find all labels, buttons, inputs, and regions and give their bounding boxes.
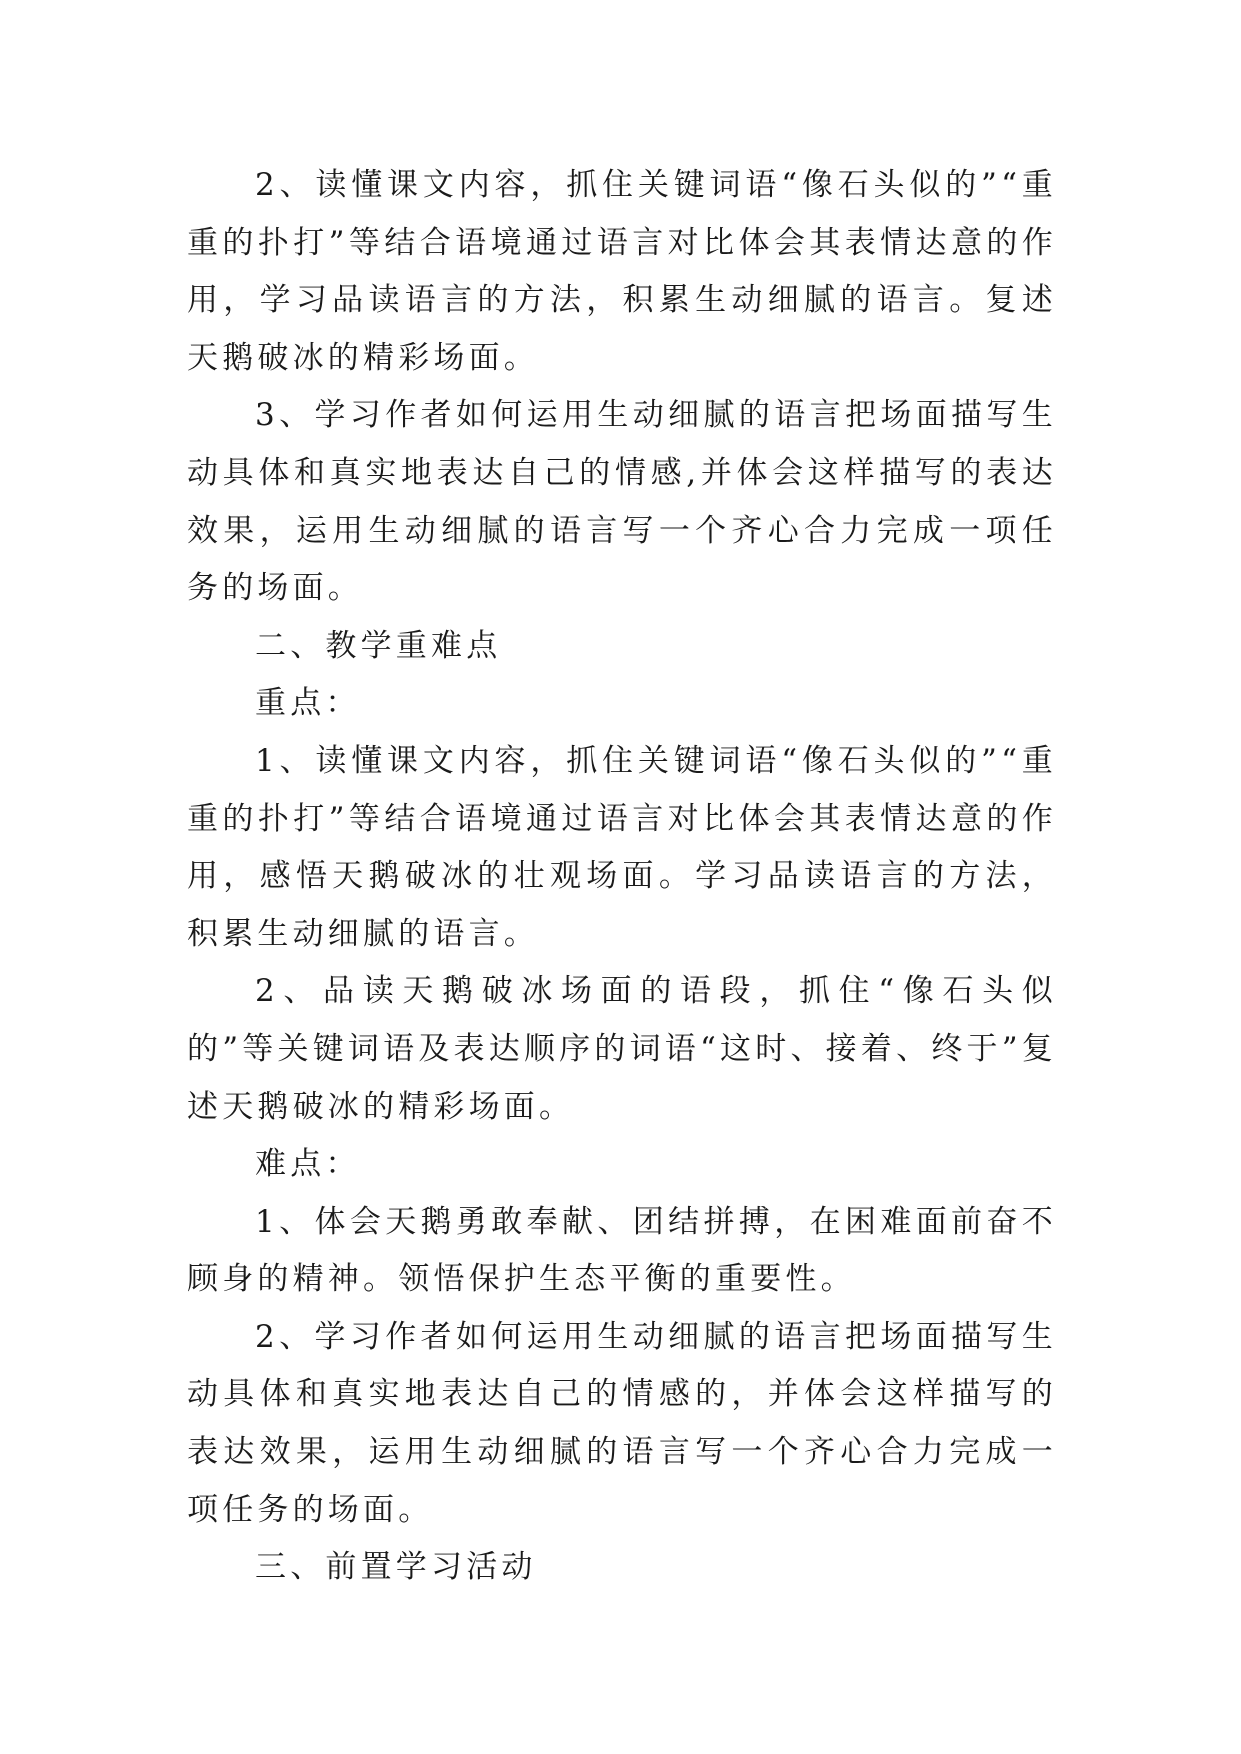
- section-heading-key-difficult-points: 二、教学重难点: [255, 627, 502, 664]
- paragraph-key-point-2: 2、品读天鹅破冰场面的语段，抓住“像石头似的”等关键词语及表达顺序的词语“这时、接着、终于”复述天鹅破冰的精彩场面。: [187, 973, 1057, 1125]
- paragraph-goal-2: 2、读懂课文内容，抓住关键词语“像石头似的”“重重的扑打”等结合语境通过语言对比体会其表情达意的作用，学习品读语言的方法，积累生动细腻的语言。复述天鹅破冰的精彩场面。: [187, 167, 1057, 376]
- paragraph-difficult-point-2: 2、学习作者如何运用生动细腻的语言把场面描写生动具体和真实地表达自己的情感的，并体会这样描写的表达效果，运用生动细腻的语言写一个齐心合力完成一项任务的场面。: [187, 1318, 1057, 1528]
- paragraph-difficult-point-1: 1、体会天鹅勇敢奉献、团结拼搏，在困难面前奋不顾身的精神。领悟保护生态平衡的重要性。: [187, 1203, 1057, 1298]
- subheading-key-points: 重点：: [255, 685, 361, 722]
- subheading-difficult-points: 难点：: [255, 1146, 361, 1183]
- paragraph-goal-3: 3、学习作者如何运用生动细腻的语言把场面描写生动具体和真实地表达自己的情感,并体会这样描写的表达效果，运用生动细腻的语言写一个齐心合力完成一项任务的场面。: [187, 397, 1057, 607]
- paragraph-key-point-1: 1、读懂课文内容，抓住关键词语“像石头似的”“重重的扑打”等结合语境通过语言对比体会其表情达意的作用，感悟天鹅破冰的壮观场面。学习品读语言的方法，积累生动细腻的语言。: [187, 742, 1057, 952]
- section-heading-pre-learning-activities: 三、前置学习活动: [255, 1549, 537, 1586]
- document-body: [187, 157, 1057, 1597]
